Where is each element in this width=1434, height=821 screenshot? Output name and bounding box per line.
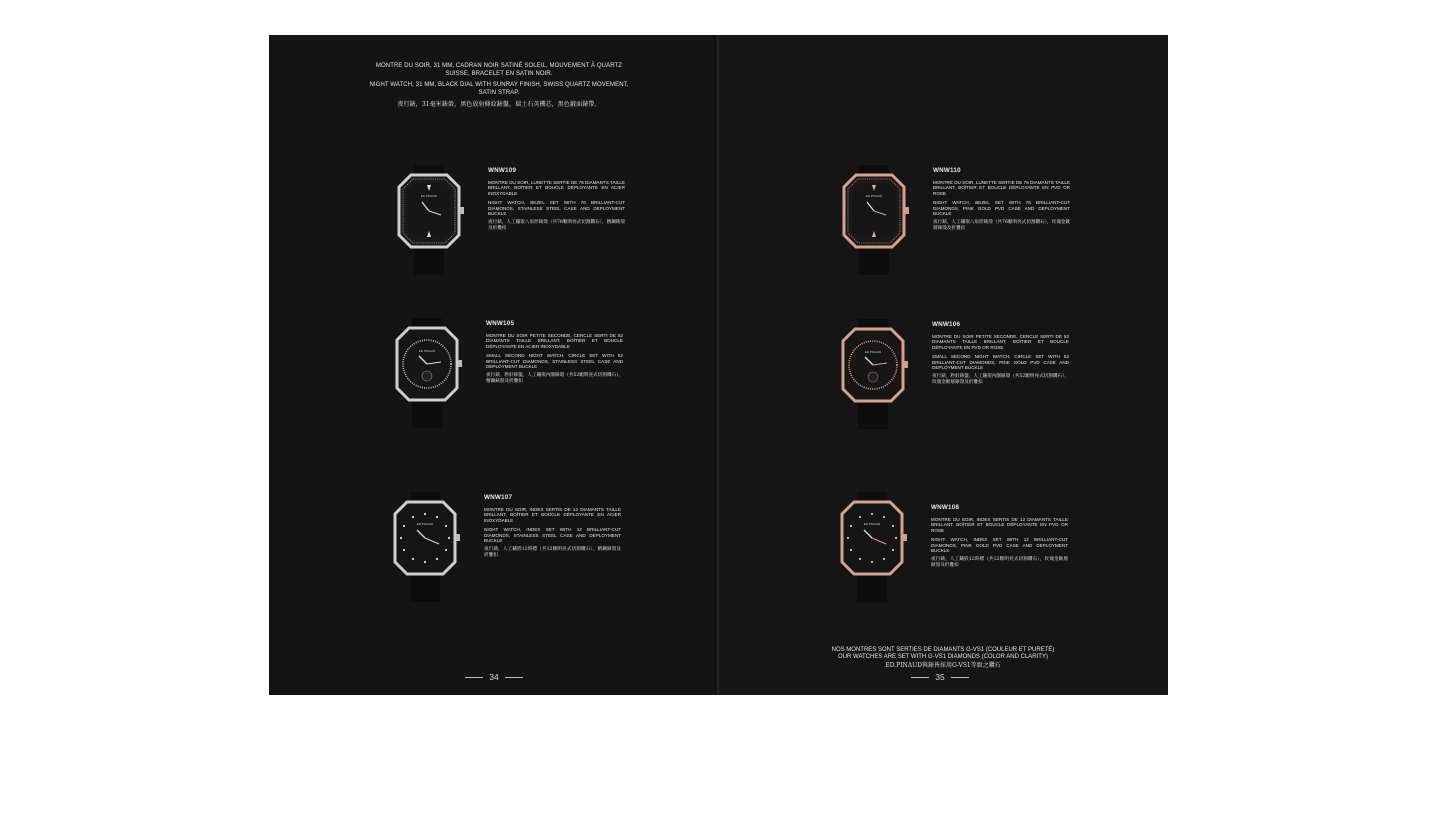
- page-number: 34: [454, 672, 534, 682]
- watch-image-wnw105: [391, 318, 501, 428]
- description-french: MONTRE DU SOIR, INDEX SERTIS DE 12 DIAMANTS TAILLE BRILLANT, BOÎTIER ET BOUCLE DÉPLOYANTE EN PVD OR ROSE: [931, 517, 1068, 533]
- note-english: OUR WATCHES ARE SET WITH G-VS1 DIAMONDS (COLOR AND CLARITY): [838, 654, 1048, 661]
- description-french: MONTRE DU SOIR PETITE SECONDE, CERCLE SERTI DE 52 DIAMANTS TAILLE BRILLANT, BOÎTIER ET BOUCLE DÉPLOYANTE EN ACIER INOXYDABLE: [486, 333, 623, 349]
- description-chinese: 夜行錶，人工鑲嵌八角形錶殼（共76顆明亮式切割鑽石），精鋼錶殼及折疊扣: [488, 220, 625, 231]
- model-number: WNW108: [931, 504, 960, 511]
- svg-text:ED.PINAUD: ED.PINAUD: [418, 349, 436, 353]
- note-french: NOS MONTRES SONT SERTIES DE DIAMANTS G-VS1 (COULEUR ET PURETÉ): [831, 647, 1055, 653]
- description-french: MONTRE DU SOIR, LUNETTE SERTIE DE 76 DIAMANTS TAILLE BRILLANT, BOÎTIER ET BOUCLE DÉPLOYANTE EN PVD OR ROSE: [933, 180, 1070, 196]
- intro-chinese: 夜行錶，31毫米錶殼，黑色放射條紋錶盤，瑞士石英機芯，黑色緞面錶帶。: [397, 101, 601, 108]
- intro-english: NIGHT WATCH, 31 MM, BLACK DIAL WITH SUNRAY FINISH, SWISS QUARTZ MOVEMENT, SATIN STRAP.: [369, 82, 629, 96]
- model-number: WNW110: [933, 167, 961, 174]
- product-wnw110: [838, 165, 1198, 275]
- intro-french: MONTRE DU SOIR, 31 MM, CADRAN NOIR SATINÉ SOLEIL, MOUVEMENT À QUARTZ SUISSE, BRACELET EN SATIN NOIR.: [375, 63, 623, 77]
- description-english: NIGHT WATCH, BEZEL SET WITH 76 BRILLIANT-CUT DIAMONDS, STAINLESS STEEL CASE AND DEPLOYMENT BUCKLE: [488, 200, 625, 217]
- description-english: NIGHT WATCH, BEZEL SET WITH 76 BRILLIANT-CUT DIAMONDS, PINK GOLD PVD CASE AND DEPLOYMENT BUCKLE: [933, 200, 1070, 217]
- watch-image-wnw109: [393, 165, 503, 275]
- description-chinese: 夜行錶，人工鑲嵌12時標（共12顆明亮式切割鑽石），精鋼錶殼及折疊扣: [484, 547, 621, 558]
- description-chinese: 夜行錶，人工鑲嵌12時標（共12顆明亮式切割鑽石），玫瑰金鍍層錶殼及折疊扣: [931, 557, 1068, 568]
- model-number: WNW109: [488, 167, 517, 174]
- watch-image-wnw110: [838, 165, 948, 275]
- product-description: [486, 320, 623, 388]
- product-description: [932, 321, 1069, 389]
- description-english: SMALL SECOND NIGHT WATCH, CIRCLE SET WITH 52 BRILLIANT-CUT DIAMONDS, STAINLESS STEEL CASE AND DEPLOYMENT BUCKLE: [486, 353, 623, 370]
- note-chinese: ED.PINAUD與錶皆採用G-VS1等級之鑽石: [885, 661, 1001, 669]
- page-number: 35: [900, 672, 980, 682]
- svg-text:ED.PINAUD: ED.PINAUD: [864, 350, 882, 354]
- model-number: WNW105: [486, 320, 515, 327]
- product-description: [488, 167, 625, 235]
- product-wnw105: [391, 318, 751, 428]
- product-wnw106: [837, 319, 1197, 429]
- catalog-spread: [269, 35, 1168, 695]
- product-wnw107: [389, 492, 749, 602]
- watch-image-wnw107: [389, 492, 499, 602]
- svg-text:ED.PINAUD: ED.PINAUD: [863, 522, 881, 526]
- svg-text:ED.PINAUD: ED.PINAUD: [865, 194, 883, 198]
- left-page: [269, 35, 716, 695]
- right-page: [720, 35, 1168, 695]
- diamond-quality-note: [798, 647, 1088, 669]
- product-wnw108: [836, 492, 1196, 602]
- product-description: [933, 167, 1070, 235]
- product-description: [484, 494, 621, 562]
- collection-intro: [364, 63, 634, 113]
- svg-text:ED.PINAUD: ED.PINAUD: [420, 194, 438, 198]
- description-french: MONTRE DU SOIR PETITE SECONDE, CERCLE SERTI DE 52 DIAMANTS TAILLE BRILLANT, BOÎTIER ET BOUCLE DÉPLOYANTE EN PVD OR ROSE: [932, 334, 1069, 350]
- svg-text:ED.PINAUD: ED.PINAUD: [416, 522, 434, 526]
- description-english: SMALL SECOND NIGHT WATCH, CIRCLE SET WITH 52 BRILLIANT-CUT DIAMONDS, PINK GOLD PVD CASE AND DEPLOYMENT BUCKLE: [932, 354, 1069, 371]
- watch-image-wnw108: [836, 492, 946, 602]
- model-number: WNW107: [484, 494, 513, 501]
- description-english: NIGHT WATCH, INDEX SET WITH 12 BRILLIANT-CUT DIAMONDS, PINK GOLD PVD CASE AND DEPLOYMENT BUCKLE: [931, 537, 1068, 554]
- product-description: [931, 504, 1068, 572]
- description-french: MONTRE DU SOIR, INDEX SERTIS DE 12 DIAMANTS TAILLE BRILLANT, BOÎTIER ET BOUCLE DÉPLOYANTE EN ACIER INOXYDABLE: [484, 507, 621, 523]
- description-chinese: 夜行錶，人工鑲嵌八角形錶殼（共76顆明亮式切割鑽石），玫瑰金鍍層錶殼及折疊扣: [933, 220, 1070, 231]
- product-wnw109: [393, 165, 753, 275]
- description-english: NIGHT WATCH, INDEX SET WITH 12 BRILLIANT-CUT DIAMONDS, STAINLESS STEEL CASE AND DEPLOYMENT BUCKLE: [484, 527, 621, 544]
- watch-image-wnw106: [837, 319, 947, 429]
- model-number: WNW106: [932, 321, 961, 328]
- description-chinese: 夜行錶，秒針錶盤，人工鑲嵌內圈錶環（共52顆明亮式切割鑽石），玫瑰金鍍層錶殼及折疊扣: [932, 374, 1069, 385]
- description-french: MONTRE DU SOIR, LUNETTE SERTIE DE 76 DIAMANTS TAILLE BRILLANT, BOÎTIER ET BOUCLE DÉPLOYANTE EN ACIER INOXYDABLE: [488, 180, 625, 196]
- description-chinese: 夜行錶，秒針錶盤，人工鑲嵌內圈錶環（共52顆明亮式切割鑽石），精鋼錶殼及折疊扣: [486, 373, 623, 384]
